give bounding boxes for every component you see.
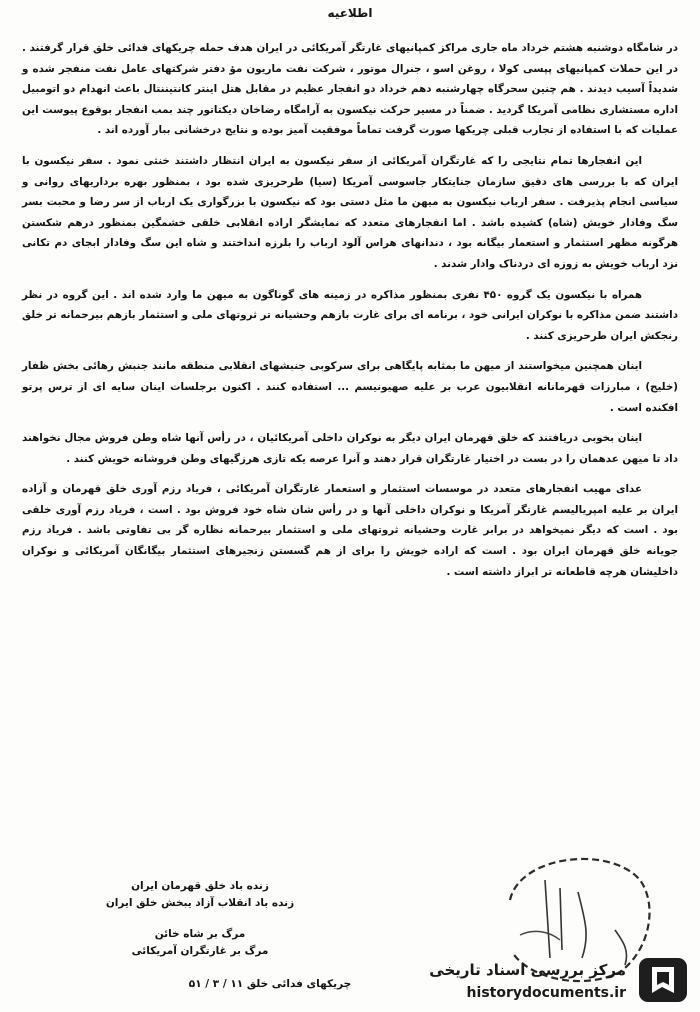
paragraph: عدای مهیب انفجارهای متعدد در موسسات استثمار و استعمار غارتگران آمریکائی ، فریاد رزم آوری خلق قهرمان و آزاده ایران بر علیه امپریالیسم غارتگر آمریکا و نوکران داخلی آنها و در رأس شان شاه خود فروش بود . است ، فریاد رزم آوری خلقی بود . است که دیگر نمیخواهد در برابر غارت وحشیانه ثروتهای ملی و استثمار بیرحمانه نظاره گر بی تفاوتی باشد . فریاد رزم جویانه خلق قهرمان ایران بود . است که اراده خویش را برای از هم گسستن زنجیرهای استثمار بیگانگان آمریکائی و نوکران داخلیشان هرچه قاطعانه تر ابراز داشته است . — [22, 483, 678, 578]
watermark-url: historydocuments.ir — [466, 985, 626, 1001]
watermark-name: مرکز بررسی اسناد تاریخی — [429, 961, 626, 979]
slogan-group — [70, 878, 330, 912]
slogan: زنده باد خلق قهرمان ایران — [131, 880, 269, 892]
signature-line: چریکهای فدائی خلق ۱۱ / ۳ / ۵۱ — [188, 978, 352, 990]
document-body — [22, 38, 678, 592]
archive-logo-icon — [638, 957, 688, 1003]
paragraph: اینان همچنین میخواستند از میهن ما بمثابه پایگاهی برای سرکوبی جنبشهای انقلابی منطقه مانند جنبش رهائی بخش ظفار (خلیج) ، مبارزات قهرمانانه انقلابیون عرب بر علیه صهیونیسم ... استفاده کنند . اکنون برجلسات اینان سایه ای از ترس پرتو افکنده است . — [22, 360, 678, 414]
paragraph: اینان بخوبی دریافتند که خلق قهرمان ایران دیگر به نوکران داخلی آمریکائیان ، در رأس آنها شاه وطن فروش مجال نخواهند داد تا میهن عدهمان را در بست در اختیار غارتگران قرار دهند و آنرا عرصه یکه تازی هرزگیهای وطن فروشانه خویش کنند . — [22, 432, 678, 465]
paragraph: همراه با نیکسون یک گروه ۴۵۰ نفری بمنظور مذاکره در زمینه های گوناگون به میهن ما وارد شده اند . این گروه در نظر داشتند ضمن مذاکره با نوکران ایرانی خود ، برنامه ای برای غارت بازهم وحشیانه تر ثروتهای ملی و استثمار بازهم بیرحمانه تر خلق رنجکش ایران طرحریزی کنند . — [22, 288, 678, 342]
slogan-group — [70, 926, 330, 960]
document-title: اطلاعیه — [327, 6, 373, 20]
paragraph: این انفجارها تمام نتایجی را که غارتگران آمریکائی از سفر نیکسون به ایران انتظار داشتند خنثی نمود . سفر نیکسون با ایران که با بررسی های دقیق سازمان جنایتکار جاسوسی آمریکا (سیا) طرحریزی شده بود ، بمنظور بهره برداریهای روانی و سیاسی انجام پذیرفت . سفر ارباب نیکسون به میهن ما مثل دستی بود که نیکسون با بزرگواری یک ارباب از سر رضا و محبت بسر سگ وفادار خویش (شاه) کشیده باشد . اما انفجارهای متعدد که نمایشگر اراده انقلابی خلقی خشمگین بمنظور درهم شکستن هرگونه مظهر استثمار و استعمار بیگانه بود ، دندانهای هراس آلود ارباب را بلرزه انداختند و شاه این سگ وفادار ابجای دم تکانی نزد ارباب خویش به زوزه ای دردناک وادار شدند . — [22, 154, 678, 270]
paragraph: در شامگاه دوشنبه هشتم خرداد ماه جاری مراکز کمپانیهای غارتگر آمریکائی در ایران هدف حمله چریکهای فدائی خلق قرار گرفتند . در این حملات کمپانیهای پپسی کولا ، روغن اسو ، جنرال موتور ، شرکت نفت ماریون مؤ دفتر شرکتهای عامل نفت منفجر شده و شدیداً آسیب دیدند . هم چنین سحرگاه چهارشنبه دهم خرداد دو انفجار عظیم در مقابل هتل اینتر کانتیننتال باعث انهدام دو اتومبیل اداره مستشاری نظامی آمریکا گردید . ضمناً در مسیر حرکت نیکسون به آرامگاه رضاخان دیکتاتور چند بمب انفجار بوقوع پیوست این عملیات که با استفاده از تجارب قبلی چریکها صورت گرفت تماماً موفقیت آمیز بوده و نتایج درخشانی ببار آورده اند . — [22, 42, 678, 137]
slogan: مرگ بر شاه خائن — [154, 928, 246, 940]
closing-slogans — [70, 878, 330, 974]
archive-watermark — [420, 955, 696, 1007]
slogan: زنده باد انقلاب آزاد یبخش خلق ایران — [105, 897, 295, 909]
slogan: مرگ بر غارتگران آمریکائی — [131, 945, 269, 957]
